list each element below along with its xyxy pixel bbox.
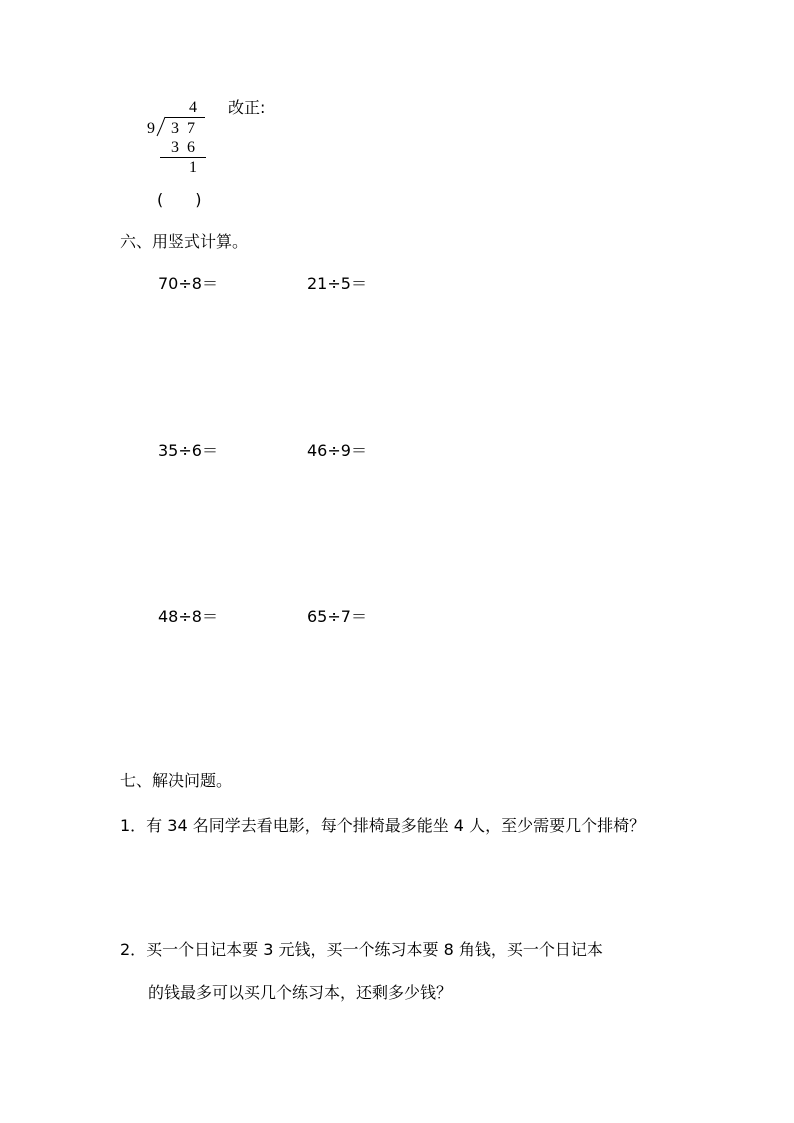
product: 3 6 bbox=[171, 139, 197, 156]
remainder: 1 bbox=[189, 159, 197, 176]
section6-heading: 六、用竖式计算。 bbox=[120, 232, 249, 251]
problem-item: 70÷8＝ bbox=[158, 274, 218, 293]
problem-item: 46÷9＝ bbox=[307, 441, 367, 460]
problem-item: 35÷6＝ bbox=[158, 441, 218, 460]
word-problem-1: 1．有 34 名同学去看电影，每个排椅最多能坐 4 人，至少需要几个排椅？ bbox=[120, 816, 646, 835]
problem-item: 48÷8＝ bbox=[158, 607, 218, 626]
division-bracket bbox=[156, 116, 170, 138]
word-problem-2-line1: 2．买一个日记本要 3 元钱，买一个练习本要 8 角钱，买一个日记本 bbox=[120, 940, 603, 959]
problem-item: 65÷7＝ bbox=[307, 607, 367, 626]
problem-item: 21÷5＝ bbox=[307, 274, 367, 293]
divisor: 9 bbox=[147, 120, 155, 137]
correction-label: 改正: bbox=[228, 98, 266, 117]
section7-heading: 七、解决问题。 bbox=[120, 771, 233, 790]
subtraction-line bbox=[160, 157, 206, 158]
word-problem-2-line2: 的钱最多可以买几个练习本，还剩多少钱？ bbox=[148, 983, 453, 1002]
dividend: 3 7 bbox=[171, 120, 197, 137]
answer-brackets: ( ) bbox=[157, 190, 202, 209]
division-bar bbox=[165, 117, 205, 118]
quotient: 4 bbox=[189, 99, 197, 116]
